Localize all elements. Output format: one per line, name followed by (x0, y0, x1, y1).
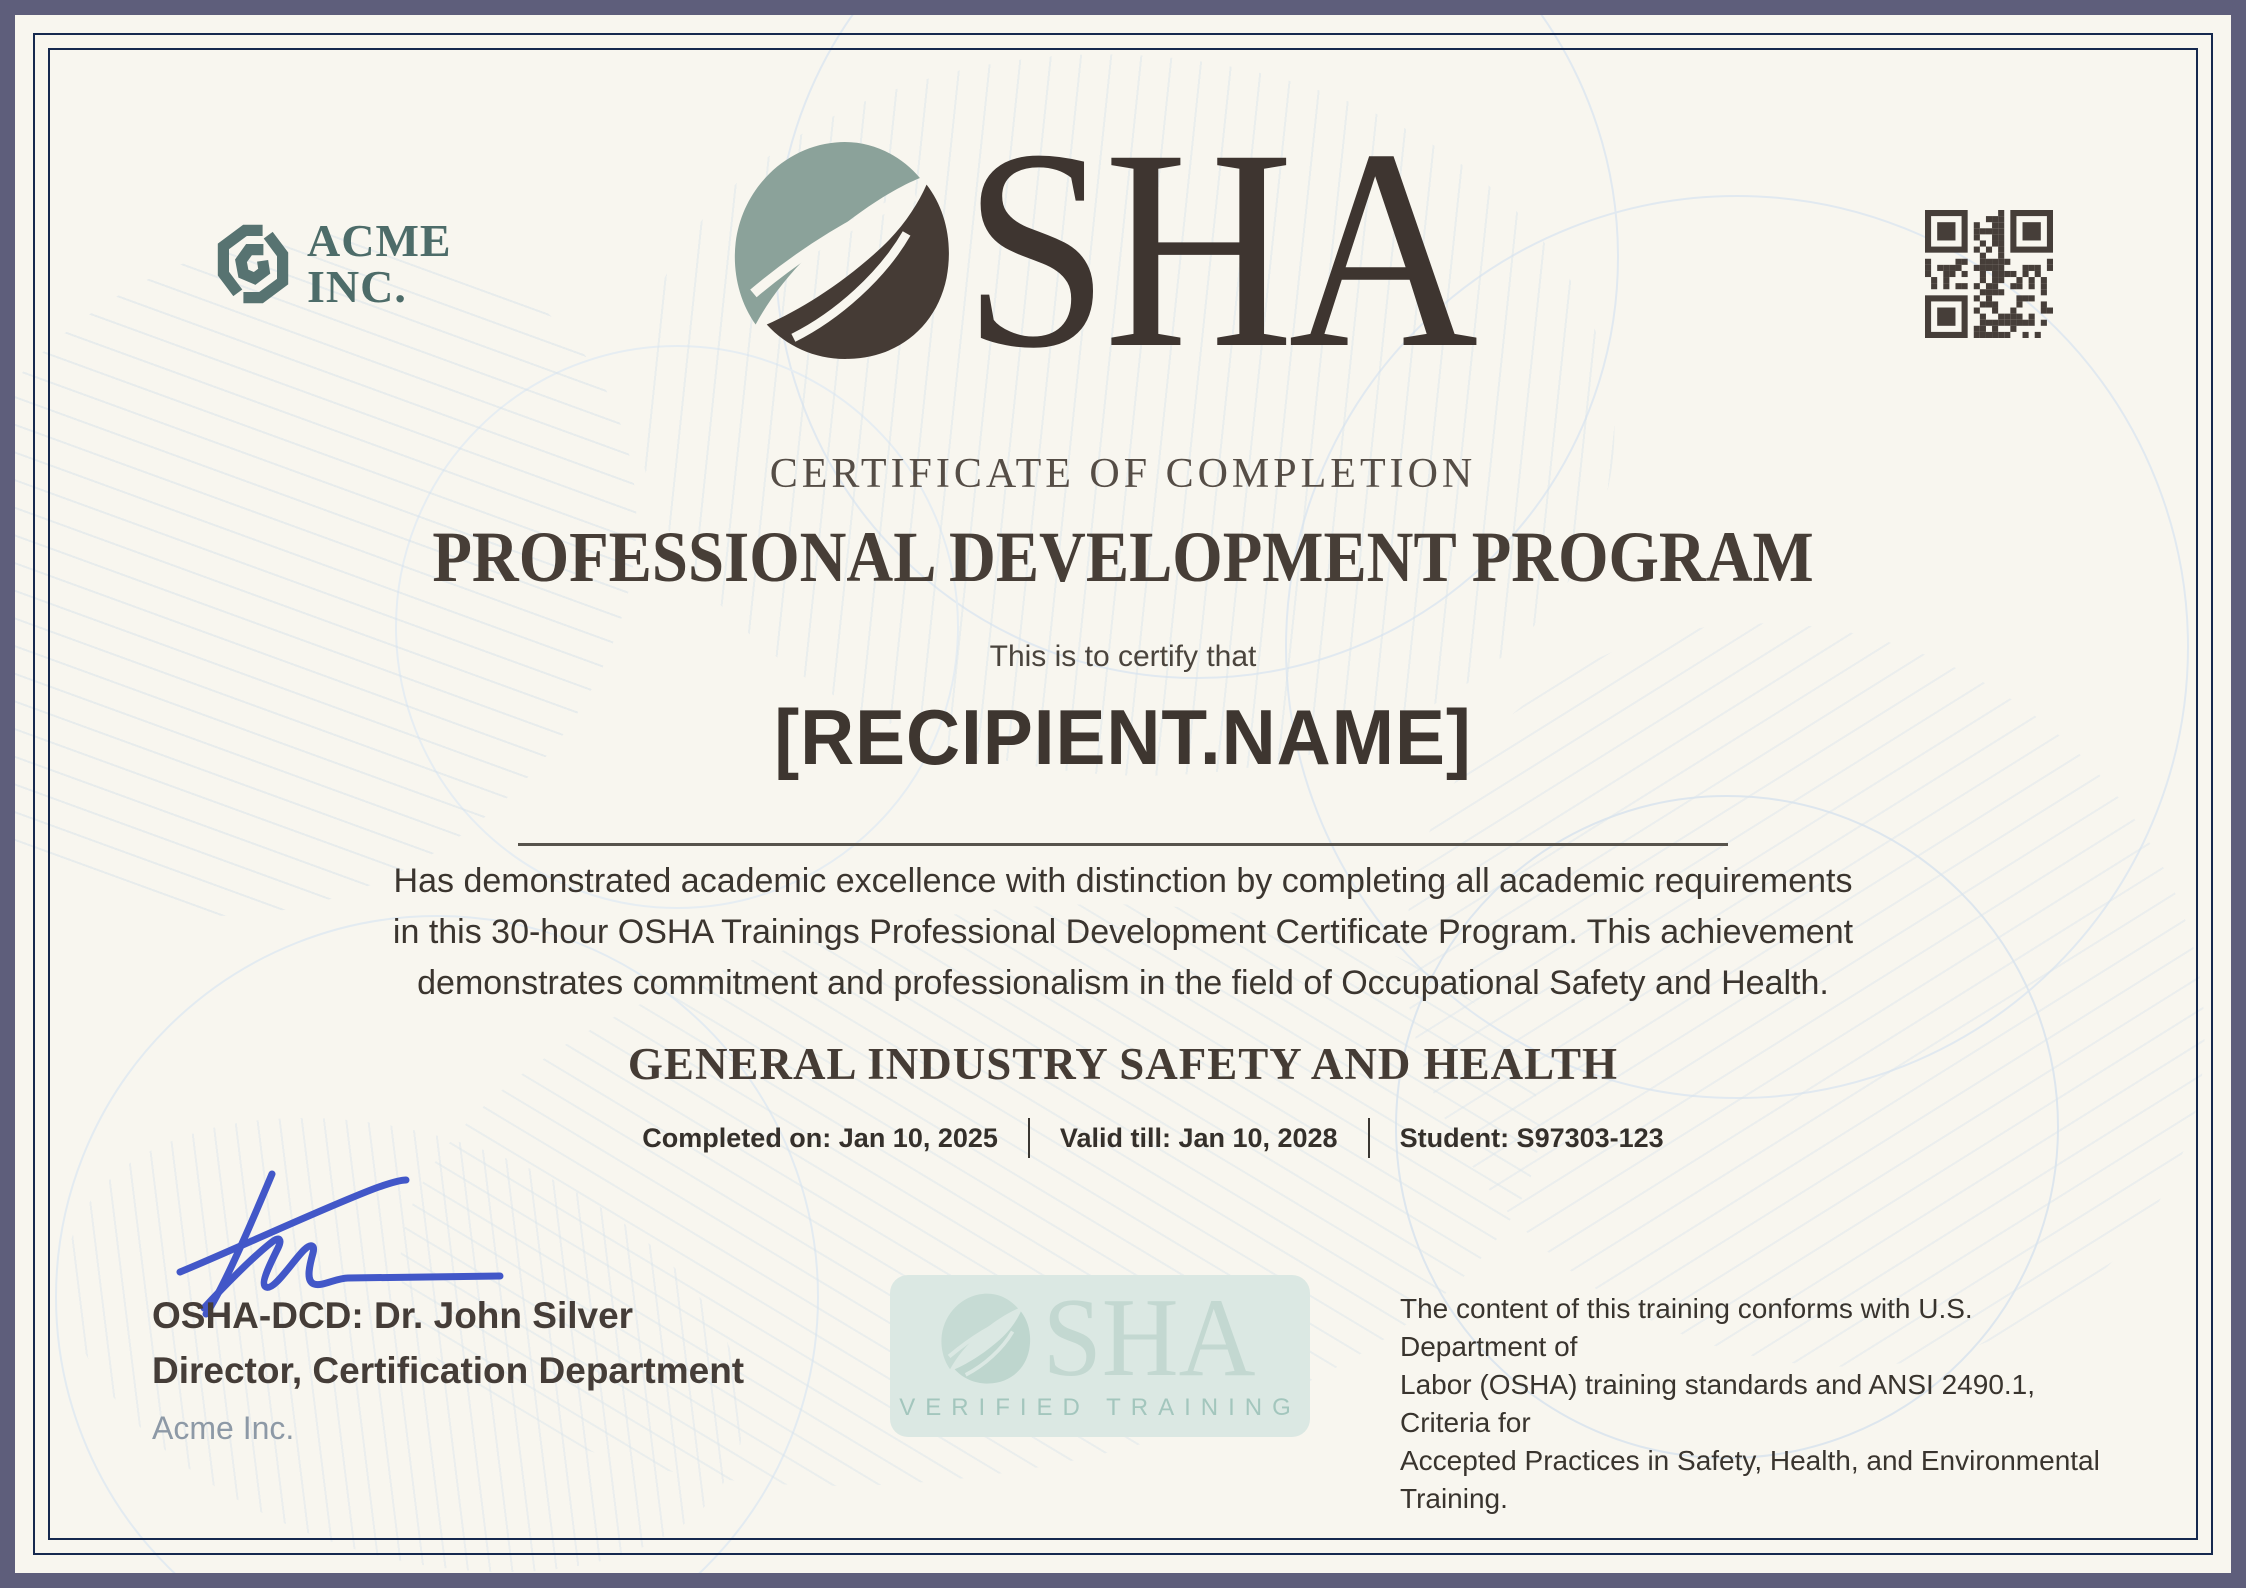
recipient-name: [RECIPIENT.NAME] (774, 693, 1472, 781)
compliance-line: Labor (OSHA) training standards and ANSI 2490.1, Criteria for (1400, 1369, 2036, 1438)
watermark-wordmark: SHA (1042, 1276, 1256, 1400)
issuer-name-line2: INC. (307, 261, 407, 312)
course-title: GENERAL INDUSTRY SAFETY AND HEALTH (627, 1039, 1619, 1089)
divider (1368, 1118, 1370, 1158)
completed-on: Completed on: Jan 10, 2025 (642, 1122, 998, 1153)
description-paragraph (0, 856, 2246, 1009)
certificate-label: CERTIFICATE OF COMPLETION (769, 451, 1477, 497)
details-row (30, 1118, 2246, 1158)
osha-logo (0, 90, 2246, 407)
certify-line: This is to certify that (989, 640, 1257, 673)
osha-leaf-icon (729, 138, 951, 360)
divider (1028, 1118, 1030, 1158)
valid-till: Valid till: Jan 10, 2028 (1059, 1122, 1338, 1153)
signatory-company: Acme Inc. (152, 1410, 295, 1446)
program-title: PROFESSIONAL DEVELOPMENT PROGRAM (432, 517, 1814, 597)
signatory-name: OSHA-DCD: Dr. John Silver (152, 1295, 634, 1336)
compliance-line: Training. (1400, 1483, 1508, 1514)
recipient-name-rule (518, 843, 1728, 846)
qr-code (1925, 210, 2053, 338)
issuer-name-line1: ACME (307, 215, 452, 266)
osha-wordmark: SHA (962, 90, 1473, 407)
compliance-note (1400, 1290, 2110, 1518)
student-id: Student: S97303-123 (1399, 1122, 1664, 1153)
watermark-leaf-icon (939, 1292, 1031, 1384)
verified-training-watermark (890, 1275, 1310, 1437)
signatory-title: Director, Certification Department (152, 1350, 745, 1391)
compliance-line: The content of this training conforms with U.S. Department of (1400, 1293, 1973, 1362)
compliance-line: Accepted Practices in Safety, Health, and Environmental (1400, 1445, 2100, 1476)
description-line: demonstrates commitment and professionalism in the field of Occupational Safety and Health. (417, 964, 1829, 1002)
description-line: Has demonstrated academic excellence with distinction by completing all academic requirements (393, 862, 1853, 900)
description-line: in this 30-hour OSHA Trainings Professional Development Certificate Program. This achievement (392, 913, 1854, 951)
watermark-label: VERIFIED TRAINING (899, 1394, 1301, 1421)
